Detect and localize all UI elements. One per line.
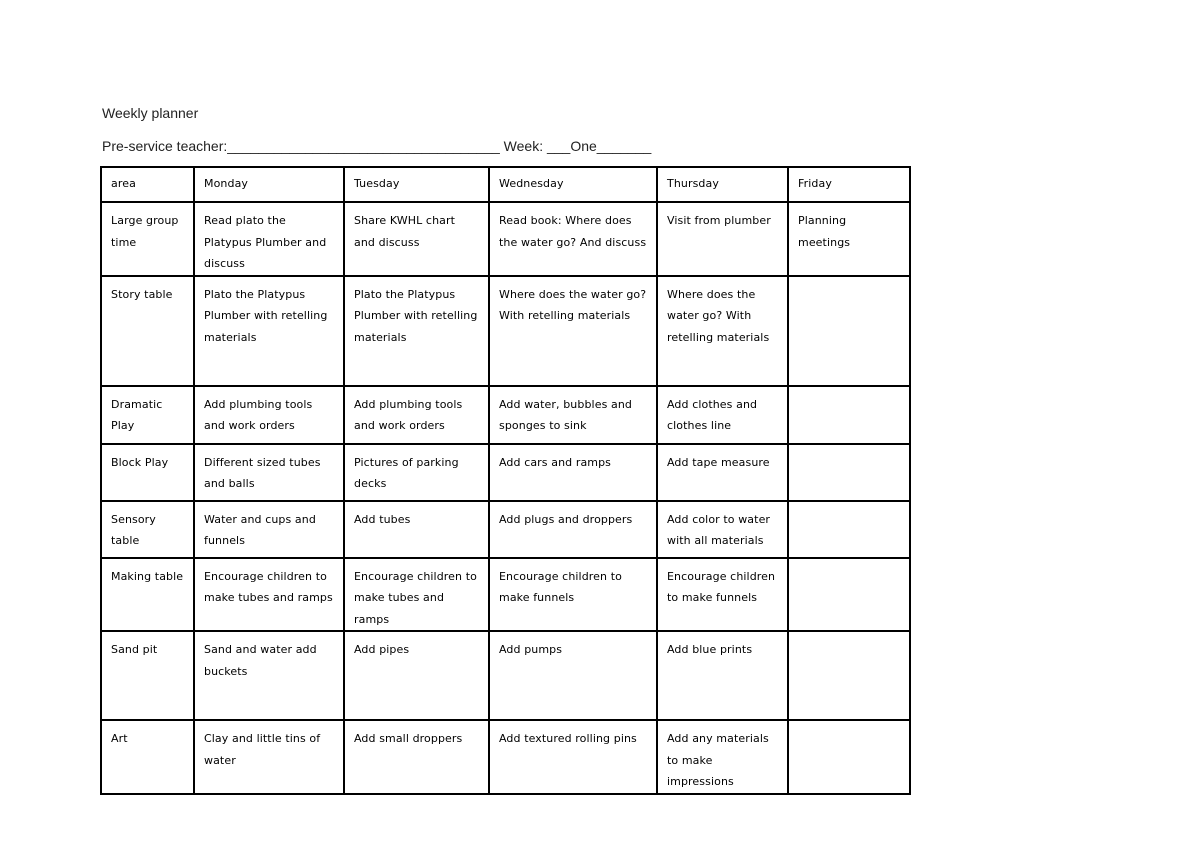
table-cell: Add blue prints — [657, 631, 788, 720]
header-wednesday: Wednesday — [489, 167, 657, 202]
table-cell: Add small droppers — [344, 720, 489, 794]
table-cell — [788, 444, 910, 501]
table-cell: Add any materials to make impressions — [657, 720, 788, 794]
table-row — [101, 386, 910, 444]
table-cell: Add plugs and droppers — [489, 501, 657, 558]
table-cell: Read plato the Platypus Plumber and discuss — [194, 202, 344, 276]
table-cell: Different sized tubes and balls — [194, 444, 344, 501]
table-cell — [788, 276, 910, 386]
table-cell: Where does the water go? With retelling materials — [489, 276, 657, 386]
table-cell: Add water, bubbles and sponges to sink — [489, 386, 657, 444]
table-cell: Add tubes — [344, 501, 489, 558]
table-cell — [788, 558, 910, 632]
table-cell: Read book: Where does the water go? And discuss — [489, 202, 657, 276]
table-cell — [788, 386, 910, 444]
table-row — [101, 202, 910, 276]
area-cell: Story table — [101, 276, 194, 386]
area-cell: Dramatic Play — [101, 386, 194, 444]
area-cell: Sensory table — [101, 501, 194, 558]
area-cell: Block Play — [101, 444, 194, 501]
teacher-week-line: Pre-service teacher:___________________________________ Week: ___One_______ — [102, 138, 652, 154]
table-row — [101, 444, 910, 501]
header-thursday: Thursday — [657, 167, 788, 202]
table-cell: Add plumbing tools and work orders — [344, 386, 489, 444]
table-cell: Visit from plumber — [657, 202, 788, 276]
weekly-planner-table — [100, 166, 911, 795]
page-title: Weekly planner — [102, 105, 199, 121]
table-row — [101, 720, 910, 794]
table-row — [101, 558, 910, 632]
table-cell: Plato the Platypus Plumber with retelling materials — [194, 276, 344, 386]
header-monday: Monday — [194, 167, 344, 202]
table-cell: Encourage children to make funnels — [657, 558, 788, 632]
table-cell: Add plumbing tools and work orders — [194, 386, 344, 444]
table-cell — [788, 631, 910, 720]
table-cell — [788, 501, 910, 558]
table-row — [101, 501, 910, 558]
table-row — [101, 631, 910, 720]
table-cell: Add pipes — [344, 631, 489, 720]
table-cell: Encourage children to make tubes and ramps — [344, 558, 489, 632]
area-cell: Large group time — [101, 202, 194, 276]
table-cell: Add clothes and clothes line — [657, 386, 788, 444]
area-cell: Making table — [101, 558, 194, 632]
table-cell: Planning meetings — [788, 202, 910, 276]
table-cell: Plato the Platypus Plumber with retelling materials — [344, 276, 489, 386]
table-cell: Add pumps — [489, 631, 657, 720]
table-row — [101, 276, 910, 386]
table-cell: Share KWHL chart and discuss — [344, 202, 489, 276]
header-area: area — [101, 167, 194, 202]
header-row — [101, 167, 910, 202]
table-cell: Encourage children to make tubes and ramps — [194, 558, 344, 632]
header-friday: Friday — [788, 167, 910, 202]
header-tuesday: Tuesday — [344, 167, 489, 202]
table-cell — [788, 720, 910, 794]
table-cell: Add cars and ramps — [489, 444, 657, 501]
table-cell: Where does the water go? With retelling materials — [657, 276, 788, 386]
area-cell: Art — [101, 720, 194, 794]
area-cell: Sand pit — [101, 631, 194, 720]
table-cell: Add tape measure — [657, 444, 788, 501]
table-cell: Sand and water add buckets — [194, 631, 344, 720]
table-cell: Add textured rolling pins — [489, 720, 657, 794]
table-cell: Add color to water with all materials — [657, 501, 788, 558]
table-cell: Water and cups and funnels — [194, 501, 344, 558]
table-cell: Pictures of parking decks — [344, 444, 489, 501]
table-cell: Clay and little tins of water — [194, 720, 344, 794]
table-cell: Encourage children to make funnels — [489, 558, 657, 632]
